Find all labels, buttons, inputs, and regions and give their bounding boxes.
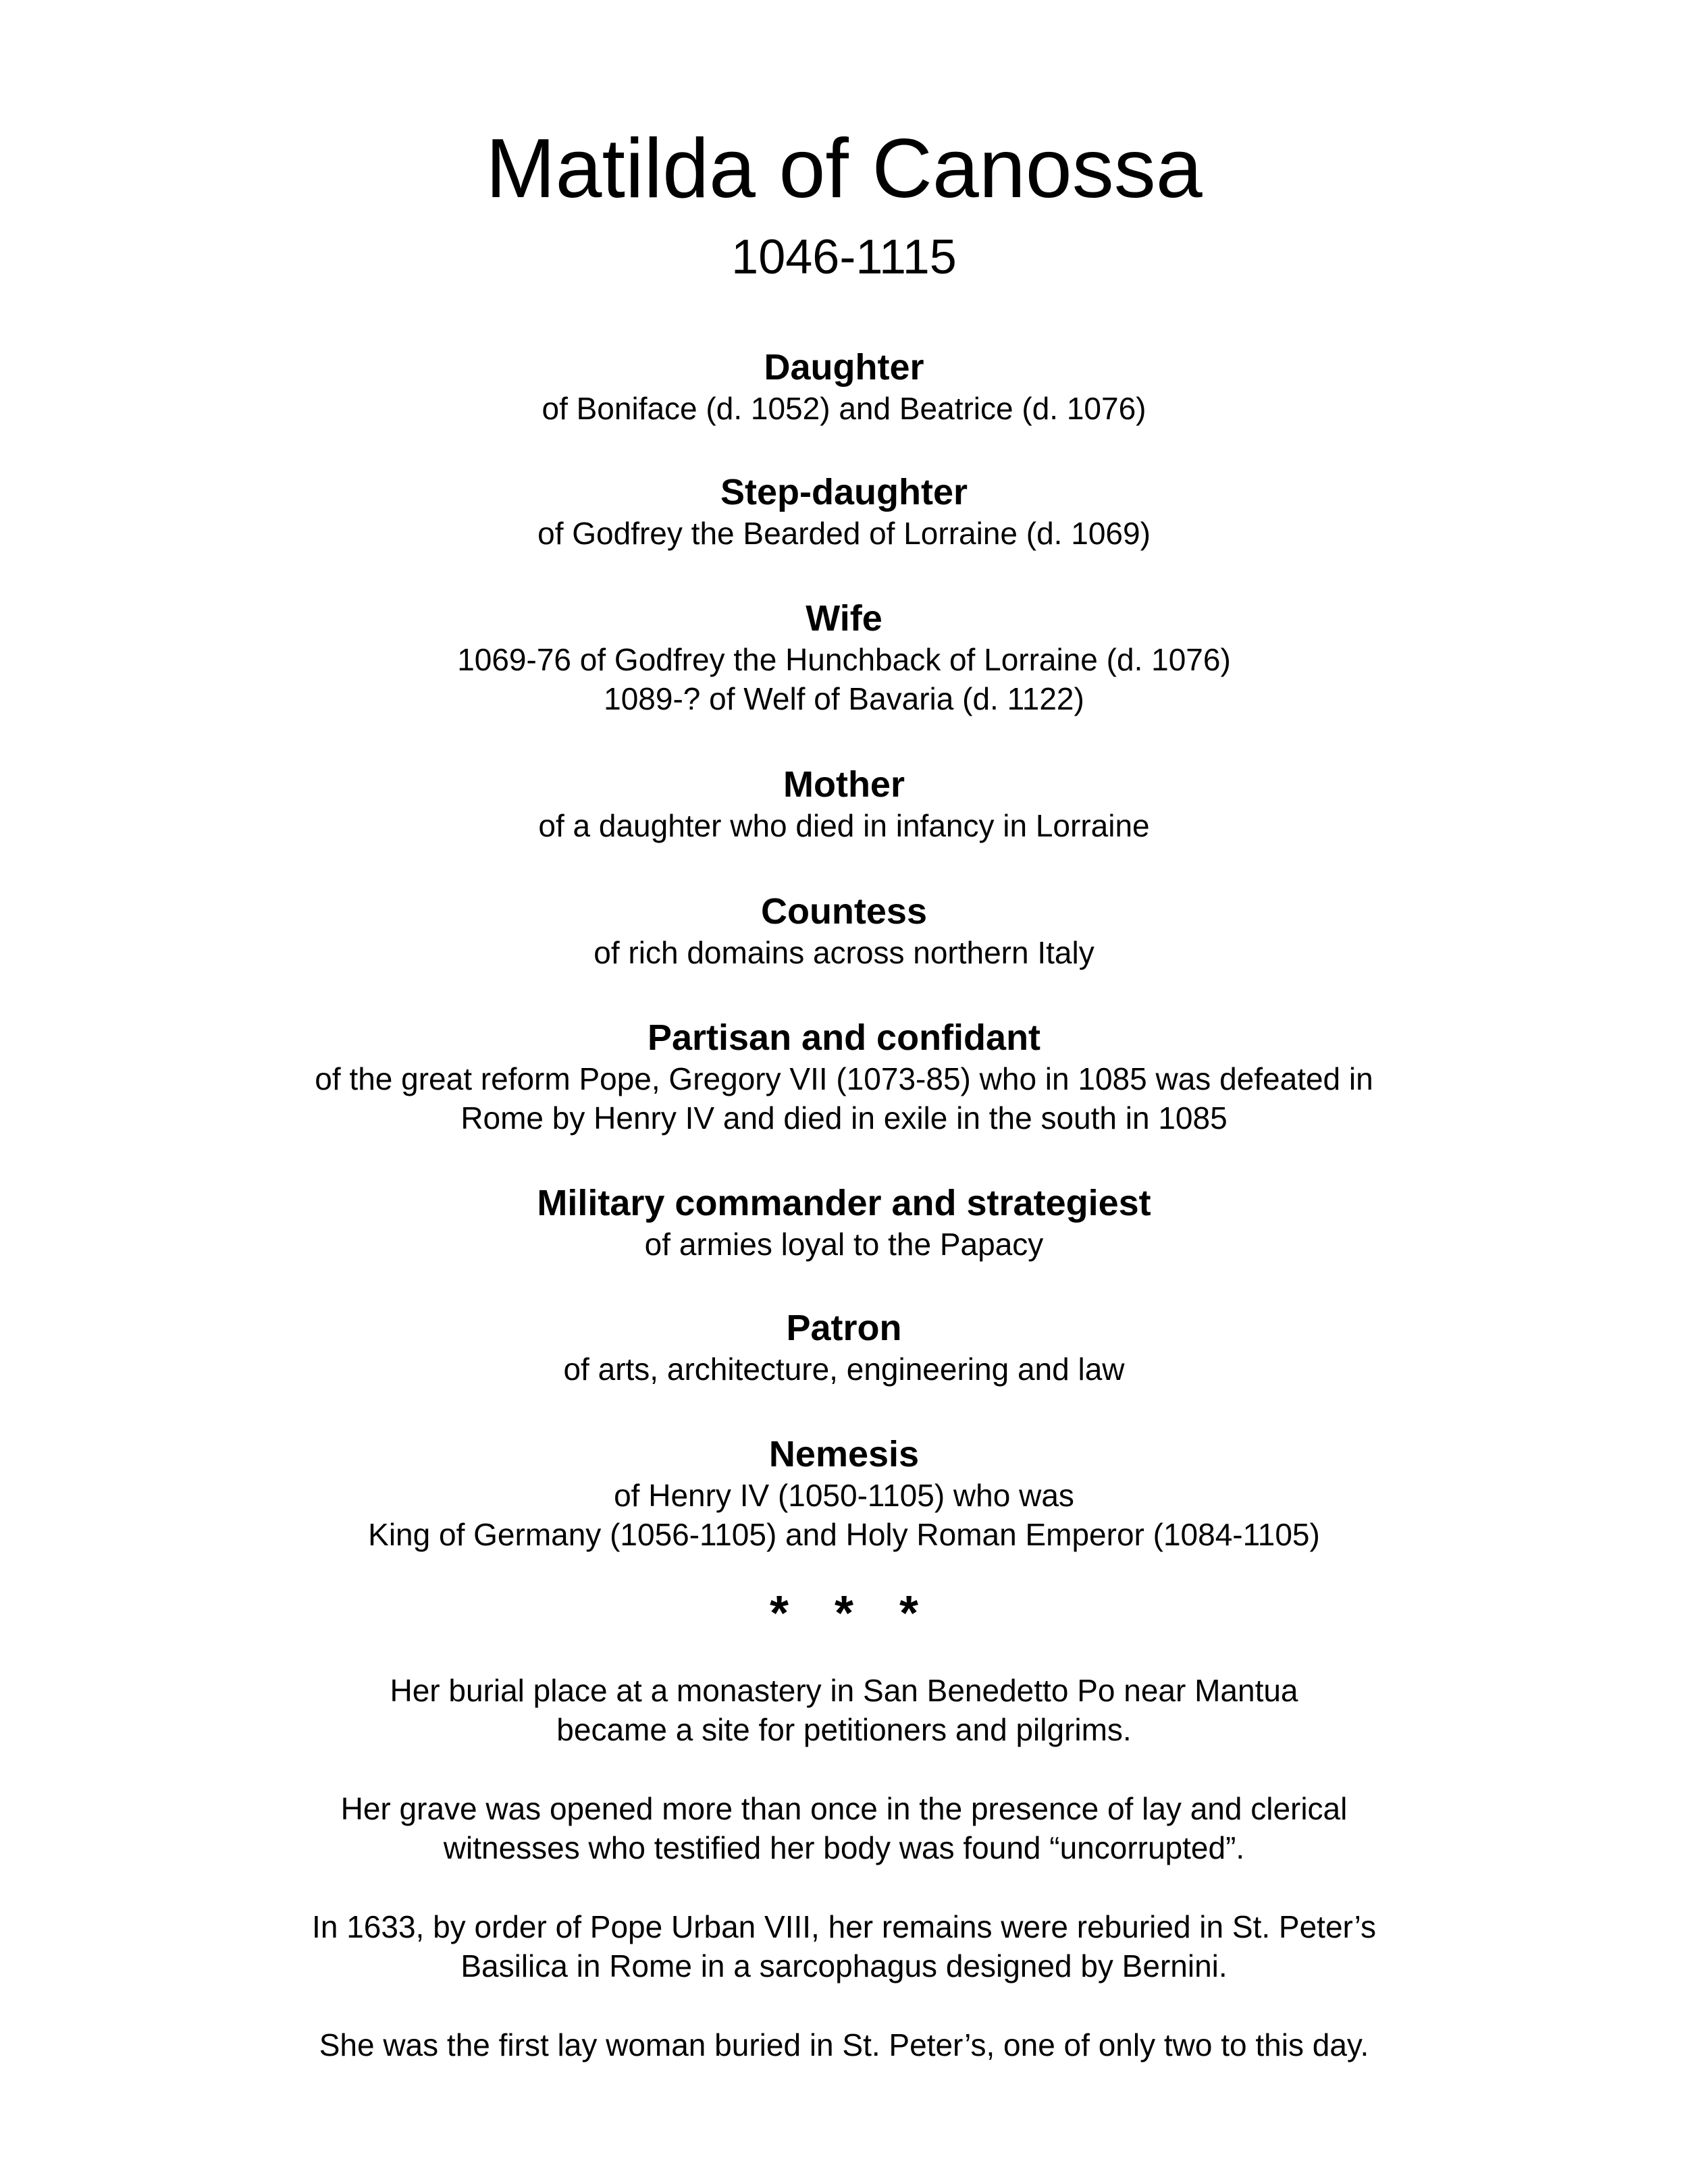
role-detail-line: 1089-? of Welf of Bavaria (d. 1122): [604, 681, 1084, 716]
role-detail-line: King of Germany (1056-1105) and Holy Roman Emperor (1084-1105): [368, 1517, 1320, 1552]
paragraph-line: Her grave was opened more than once in the presence of lay and clerical: [340, 1791, 1348, 1826]
paragraph-line: witnesses who testified her body was found “uncorrupted”.: [443, 1830, 1245, 1865]
paragraph-line: In 1633, by order of Pope Urban VIII, her remains were reburied in St. Peter’s: [312, 1909, 1376, 1944]
role-section-patron: [0, 1306, 1688, 1389]
role-detail-line: of a daughter who died in infancy in Lorraine: [538, 808, 1150, 843]
role-section-military-commander: [0, 1181, 1688, 1264]
role-detail-line: of Henry IV (1050-1105) who was: [614, 1478, 1074, 1513]
paragraph-line: Basilica in Rome in a sarcophagus designed by Bernini.: [460, 1948, 1228, 1983]
section-separator: * * *: [769, 1587, 935, 1641]
role-heading: Wife: [806, 598, 882, 639]
role-detail-line: of Boniface (d. 1052) and Beatrice (d. 1076): [542, 391, 1146, 426]
paragraph-line: She was the first lay woman buried in St. Peter’s, one of only two to this day.: [319, 2027, 1369, 2062]
role-detail-line: of arts, architecture, engineering and law: [563, 1352, 1125, 1387]
role-detail-line: 1069-76 of Godfrey the Hunchback of Lorraine (d. 1076): [457, 642, 1231, 677]
reburial-paragraph: [0, 1907, 1688, 1986]
role-section-step-daughter: [0, 471, 1688, 553]
role-section-mother: [0, 763, 1688, 845]
paragraph-line: became a site for petitioners and pilgrims.: [556, 1712, 1132, 1747]
paragraph-line: Her burial place at a monastery in San Benedetto Po near Mantua: [390, 1673, 1298, 1708]
role-heading: Nemesis: [768, 1434, 920, 1474]
first-lay-woman-paragraph: [0, 2025, 1688, 2065]
role-section-countess: [0, 890, 1688, 972]
role-heading: Daughter: [764, 347, 924, 388]
burial-paragraph: [0, 1671, 1688, 1749]
role-heading: Military commander and strategiest: [537, 1183, 1151, 1223]
life-dates: 1046-1115: [731, 230, 957, 284]
role-section-daughter: [0, 346, 1688, 428]
role-detail-line: of Godfrey the Bearded of Lorraine (d. 1069): [537, 516, 1151, 551]
role-detail-line: of the great reform Pope, Gregory VII (1073-85) who in 1085 was defeated in: [315, 1061, 1373, 1096]
page-title: Matilda of Canossa: [485, 122, 1203, 215]
role-detail-line: Rome by Henry IV and died in exile in the south in 1085: [460, 1100, 1228, 1136]
role-heading: Step-daughter: [720, 472, 968, 512]
role-heading: Partisan and confidant: [647, 1017, 1041, 1058]
role-detail-line: of armies loyal to the Papacy: [644, 1227, 1044, 1262]
role-heading: Mother: [783, 764, 905, 805]
role-heading: Patron: [786, 1308, 902, 1348]
role-heading: Countess: [760, 891, 928, 932]
grave-paragraph: [0, 1789, 1688, 1867]
role-section-nemesis: [0, 1433, 1688, 1554]
role-section-partisan: [0, 1016, 1688, 1138]
role-detail-line: of rich domains across northern Italy: [594, 935, 1094, 970]
role-section-wife: [0, 597, 1688, 718]
